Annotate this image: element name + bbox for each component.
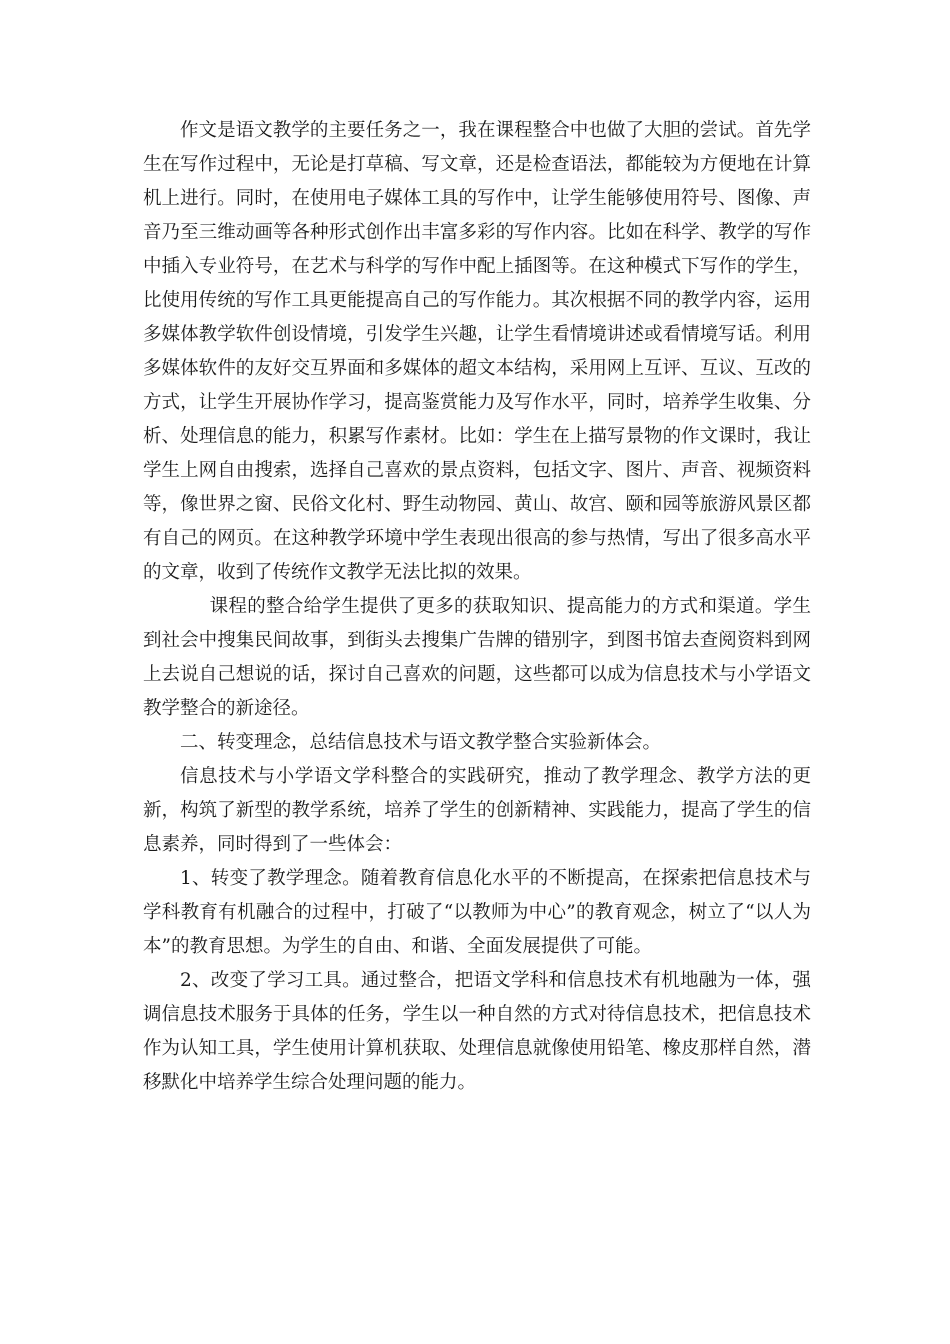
paragraph-point-1: 1、转变了教学理念。随着教育信息化水平的不断提高，在探索把信息技术与学科教育有机融合的过程中，打破了“以教师为中心”的教育观念，树立了“以人为本”的教育思想。为学生的自由、和谐、全面发展提供了可能。 — [143, 868, 811, 957]
document-body — [143, 114, 811, 1100]
paragraph-curriculum-integration: 课程的整合给学生提供了更多的获取知识、提高能力的方式和渠道。学生到社会中搜集民间故事，到街头去搜集广告牌的错别字，到图书馆去查阅资料到网上去说自己想说的话，探讨自己喜欢的问题，这些都可以成为信息技术与小学语文教学整合的新途径。 — [143, 596, 811, 719]
paragraph-practice-research: 信息技术与小学语文学科整合的实践研究，推动了教学理念、教学方法的更新，构筑了新型的教学系统，培养了学生的创新精神、实践能力，提高了学生的信息素养，同时得到了一些体会： — [143, 766, 811, 855]
paragraph-point-2: 2、改变了学习工具。通过整合，把语文学科和信息技术有机地融为一体，强调信息技术服务于具体的任务，学生以一种自然的方式对待信息技术，把信息技术作为认知工具，学生使用计算机获取、处理信息就像使用铅笔、橡皮那样自然，潜移默化中培养学生综合处理问题的能力。 — [143, 970, 811, 1093]
section-heading-2: 二、转变理念，总结信息技术与语文教学整合实验新体会。 — [180, 732, 662, 753]
paragraph-composition-teaching: 作文是语文教学的主要任务之一，我在课程整合中也做了大胆的尝试。首先学生在写作过程中，无论是打草稿、写文章，还是检查语法，都能较为方便地在计算机上进行。同时，在使用电子媒体工具的写作中，让学生能够使用符号、图像、声音乃至三维动画等各种形式创作出丰富多彩的写作内容。比如在科学、教学的写作中插入专业符号，在艺术与科学的写作中配上插图等。在这种模式下写作的学生，比使用传统的写作工具更能提高自己的写作能力。其次根据不同的教学内容，运用多媒体教学软件创设情境，引发学生兴趣，让学生看情境讲述或看情境写话。利用多媒体软件的友好交互界面和多媒体的超文本结构，采用网上互评、互议、互改的方式，让学生开展协作学习，提高鉴赏能力及写作水平，同时，培养学生收集、分析、处理信息的能力，积累写作素材。比如：学生在上描写景物的作文课时，我让学生上网自由搜索，选择自己喜欢的景点资料，包括文字、图片、声音、视频资料等，像世界之窗、民俗文化村、野生动物园、黄山、故宫、颐和园等旅游风景区都有自己的网页。在这种教学环境中学生表现出很高的参与热情，写出了很多高水平的文章，收到了传统作文教学无法比拟的效果。 — [143, 120, 811, 583]
